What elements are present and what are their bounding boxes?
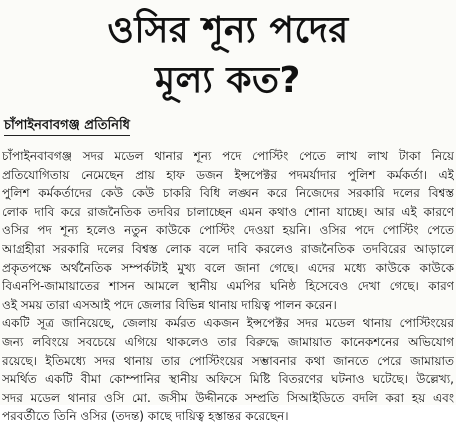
article-line: ওসির পদ শূন্য হলেও নতুন কাউকে পোস্টিং দেওয়া হয়নি। ওসির পদে পোস্টিং পেতে: [2, 223, 454, 238]
article-line: প্রতিযোগিতায় নেমেছেন প্রায় হাফ ডজন ইন্সপেক্টর পদমর্যাদার পুলিশ কর্মকর্তা। এই: [2, 167, 454, 182]
article-line: সদর মডেল থানার ওসি মো. জসীম উদ্দীনকে সম্প্রতি সিআইডিতে বদলি করা হয় এবং: [2, 390, 454, 405]
article-line: পুলিশ কর্মকর্তাদের কেউ কেউ চাকরি বিধি লঙ্ঘন করে নিজেদের সরকারি দলের বিশ্বস্ত: [2, 186, 454, 201]
article-paragraph-2: [2, 314, 454, 426]
headline-line-1: ওসির শূন্য পদের: [107, 10, 349, 51]
article-line: পরবর্তীতে তিনি ওসির (তদন্ত) কাছে দায়িত্ব হস্তান্তর করেছেন।: [2, 409, 289, 424]
headline: [60, 8, 396, 104]
article-line: আগ্রহীরা সরকারি দলের বিশ্বস্ত লোক বলে দাবি করলেও রাজনৈতিক তদবিরের আড়ালে: [2, 241, 454, 256]
article-line: রয়েছে। ইতিমধ্যে সদর থানায় তার পোস্টিংয়ের সম্ভাবনার কথা জানতে পেরে জামায়াত: [2, 353, 454, 368]
article-paragraph-1: [2, 147, 454, 314]
headline-line-2: মূল্য কত?: [155, 60, 301, 101]
article-line: একটি সূত্র জানিয়েছে, জেলায় কর্মরত একজন ইন্সপেক্টর সদর মডেল থানায় পোস্টিংয়ের: [2, 316, 454, 331]
article-line: জন্য লবিংয়ে সবচেয়ে এগিয়ে থাকলেও তার বিরুদ্ধে জামায়াত কানেকশনের অভিযোগ: [2, 334, 454, 349]
article-line: ওই সময় তারা এসআই পদে জেলার বিভিন্ন থানায় দায়িত্ব পালন করেন।: [2, 297, 337, 312]
article-line: লোক দাবি করে রাজনৈতিক তদবির চালাচ্ছেন এমন কথাও শোনা যাচ্ছে। আর এই কারণে: [2, 204, 454, 219]
article-line: বিএনপি-জামায়াতের শাসন আমলে স্থানীয় এমপির ঘনিষ্ঠ হিসেবেও দেখা গেছে। কারণ: [2, 279, 454, 294]
article-line: চাঁপাইনবাবগঞ্জ সদর মডেল থানার শূন্য পদে পোস্টিং পেতে লাখ লাখ টাকা নিয়ে: [2, 149, 454, 163]
article-line: প্রকৃতপক্ষে অর্থনৈতিক সম্পর্কটাই মুখ্য বলে জানা গেছে। এদের মধ্যে কাউকে কাউকে: [2, 260, 454, 275]
article-line: সমর্থিত একটি বীমা কোম্পানির স্থানীয় অফিসে মিষ্টি বিতরণের ঘটনাও ঘটেছে। উল্লেখ্য,: [2, 372, 454, 387]
article-body: [2, 147, 454, 426]
byline: চাঁপাইনবাবগঞ্জ প্রতিনিধি: [4, 118, 130, 136]
